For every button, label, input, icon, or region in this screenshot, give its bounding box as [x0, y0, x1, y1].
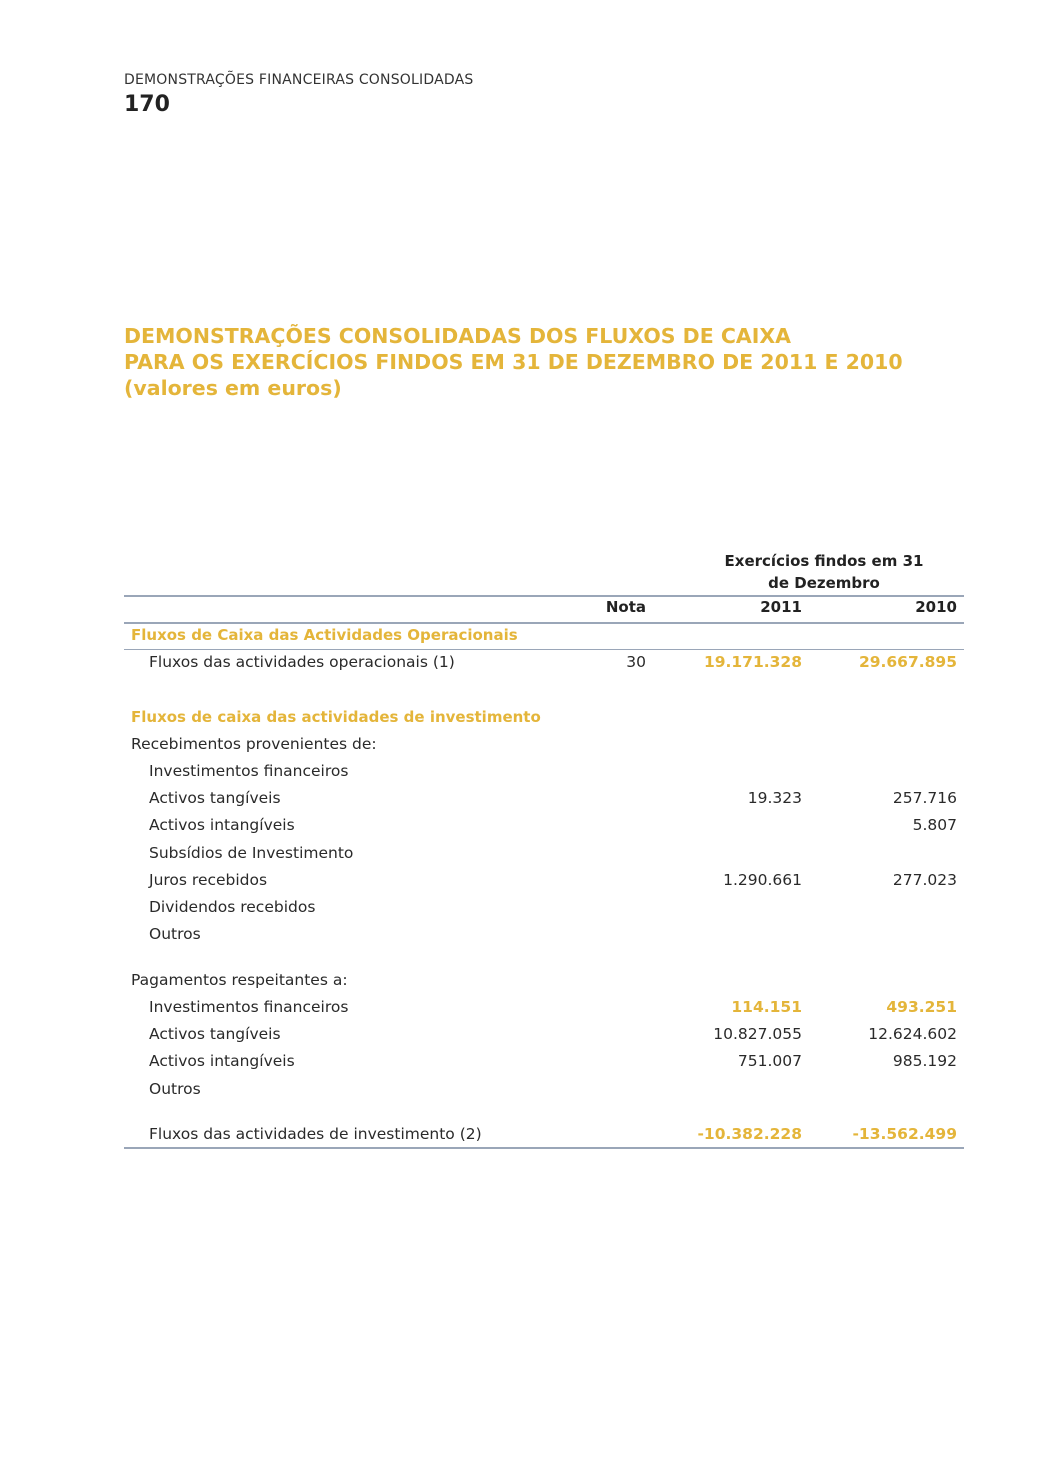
table-row — [124, 844, 964, 868]
col-header-nota: Nota — [605, 598, 646, 616]
row-value-2011: -10.382.228 — [697, 1125, 802, 1143]
row-label: Fluxos das actividades operacionais (1) — [149, 653, 455, 671]
row-label: Activos intangíveis — [149, 816, 295, 834]
row-value-2010: 5.807 — [912, 816, 957, 834]
row-label: Investimentos financeiros — [149, 998, 349, 1016]
row-value-2011: 114.151 — [731, 998, 802, 1016]
table-row — [124, 898, 964, 922]
subgroup-heading-recebimentos — [124, 735, 964, 759]
section-label: Fluxos de caixa das actividades de investimento — [131, 708, 541, 726]
title-line-1: DEMONSTRAÇÕES CONSOLIDADAS DOS FLUXOS DE CAIXA — [124, 324, 792, 348]
row-value-2010: 12.624.602 — [868, 1025, 957, 1043]
statement-title — [124, 323, 984, 401]
column-header-row — [124, 598, 964, 622]
col-header-2011: 2011 — [760, 598, 802, 616]
row-value-2010: 257.716 — [892, 789, 957, 807]
row-value-2011: 19.171.328 — [703, 653, 802, 671]
table-top-rule — [124, 595, 964, 597]
row-value-2010: 277.023 — [892, 871, 957, 889]
title-line-2: PARA OS EXERCÍCIOS FINDOS EM 31 DE DEZEMBRO DE 2011 E 2010 — [124, 350, 903, 374]
row-label: Dividendos recebidos — [149, 898, 316, 916]
row-value-2011: 1.290.661 — [723, 871, 802, 889]
row-label: Fluxos das actividades de investimento (2) — [149, 1125, 482, 1143]
page-number: 170 — [124, 92, 170, 117]
row-value-2010: 985.192 — [892, 1052, 957, 1070]
group-header-line-2: de Dezembro — [768, 574, 880, 592]
row-value-2010: 493.251 — [886, 998, 957, 1016]
table-row — [124, 816, 964, 840]
table-row — [124, 1052, 964, 1076]
row-label: Activos tangíveis — [149, 789, 281, 807]
row-value-2011: 751.007 — [737, 1052, 802, 1070]
section-heading-operational — [124, 626, 964, 650]
subgroup-label: Recebimentos provenientes de: — [131, 735, 377, 753]
section-label: Fluxos de Caixa das Actividades Operacionais — [131, 626, 518, 644]
group-header — [709, 550, 939, 594]
table-row — [124, 1080, 964, 1104]
table-bottom-rule — [124, 1147, 964, 1149]
row-value-2010: -13.562.499 — [852, 1125, 957, 1143]
running-head: DEMONSTRAÇÕES FINANCEIRAS CONSOLIDADAS — [124, 72, 474, 88]
row-label: Investimentos financeiros — [149, 762, 349, 780]
row-label: Activos tangíveis — [149, 1025, 281, 1043]
table-row — [124, 789, 964, 813]
section-heading-investment — [124, 708, 964, 732]
row-label: Activos intangíveis — [149, 1052, 295, 1070]
section-rule — [124, 649, 964, 650]
row-label: Outros — [149, 1080, 201, 1098]
row-value-2010: 29.667.895 — [858, 653, 957, 671]
row-label: Juros recebidos — [149, 871, 268, 889]
row-value-2011: 10.827.055 — [713, 1025, 802, 1043]
row-value-2011: 19.323 — [747, 789, 802, 807]
header-rule — [124, 622, 964, 624]
table-row — [124, 998, 964, 1022]
table-row — [124, 871, 964, 895]
row-nota: 30 — [626, 653, 646, 671]
table-row-total — [124, 1125, 964, 1149]
subgroup-heading-pagamentos — [124, 971, 964, 995]
table-row — [124, 653, 964, 677]
row-label: Subsídios de Investimento — [149, 844, 354, 862]
table-row — [124, 1025, 964, 1049]
row-label: Outros — [149, 925, 201, 943]
group-header-line-1: Exercícios findos em 31 — [724, 552, 924, 570]
col-header-2010: 2010 — [915, 598, 957, 616]
table-row — [124, 925, 964, 949]
subgroup-label: Pagamentos respeitantes a: — [131, 971, 348, 989]
table-row — [124, 762, 964, 786]
title-line-3: (valores em euros) — [124, 376, 342, 400]
